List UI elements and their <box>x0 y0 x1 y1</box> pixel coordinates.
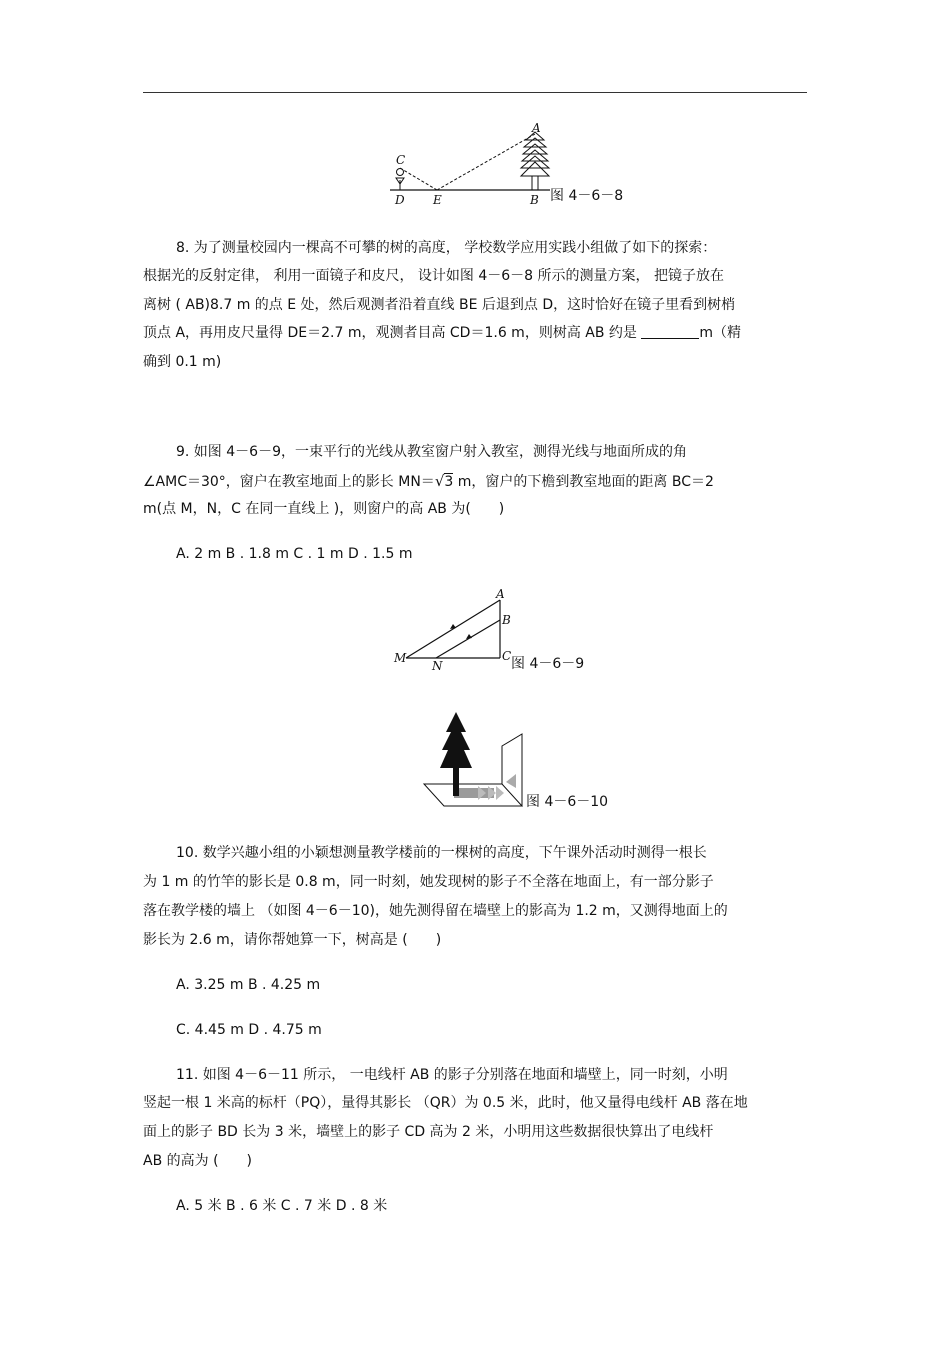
q9-line2-text: ∠AMC＝30°，窗户在教室地面上的影长 MN＝ <box>143 474 435 490</box>
q9-line3: m(点 M，N，C 在同一直线上 )，则窗户的高 AB 为( ) <box>143 501 505 517</box>
fig9-label-a: A <box>496 588 505 601</box>
figure-4-6-10 <box>420 710 532 810</box>
fig8-label-e: E <box>433 193 442 207</box>
figure-4-6-9 <box>392 588 517 670</box>
fig9-label-c: C <box>502 649 512 663</box>
fig9-label-n: N <box>432 659 443 670</box>
fig9-label-m: M <box>394 651 407 665</box>
fig8-label-c: C <box>396 153 406 167</box>
q8-line1: 8. 为了测量校园内一棵高不可攀的树的高度， 学校数学应用实践小组做了如下的探索： <box>176 240 717 256</box>
q8-line5: 确到 0.1 m) <box>143 354 222 370</box>
q10-options-b: C. 4.45 m D . 4.75 m <box>176 1022 322 1038</box>
header-rule <box>143 92 807 93</box>
figure-4-6-8 <box>385 122 555 210</box>
q11-line4: AB 的高为 ( ) <box>143 1153 253 1169</box>
q9-line2 <box>143 471 714 492</box>
q8-line4-unit: m（精 <box>699 325 741 341</box>
q10-line1: 10. 数学兴趣小组的小颖想测量教学楼前的一棵树的高度，下午课外活动时测得一根长 <box>176 845 707 861</box>
figure-4-6-10-caption: 图 4－6－10 <box>526 794 609 810</box>
q9-line1: 9. 如图 4－6－9，一束平行的光线从教室窗户射入教室，测得光线与地面所成的角 <box>176 444 687 460</box>
fig8-label-d: D <box>395 193 405 207</box>
figure-4-6-9-caption: 图 4－6－9 <box>511 656 585 672</box>
q9-options: A. 2 m B . 1.8 m C . 1 m D . 1.5 m <box>176 546 413 562</box>
q10-line4: 影长为 2.6 m，请你帮她算一下，树高是 ( ) <box>143 932 442 948</box>
fig8-label-b: B <box>530 193 539 207</box>
fig9-label-b: B <box>502 613 511 627</box>
q8-line3: 离树 ( AB)8.7 m 的点 E 处，然后观测者沿着直线 BE 后退到点 D，这时恰好在镜子里看到树梢 <box>143 297 736 313</box>
sqrt-symbol: √ <box>434 472 445 490</box>
q11-line1: 11. 如图 4－6－11 所示， 一电线杆 AB 的影子分别落在地面和墙壁上，同一时刻，小明 <box>176 1067 728 1083</box>
q8-line4-text: 顶点 A，再用皮尺量得 DE＝2.7 m，观测者目高 CD＝1.6 m，则树高 AB 约是 <box>143 325 642 341</box>
q9-line2-rest: m，窗户的下檐到教室地面的距离 BC＝2 <box>453 474 714 490</box>
q11-line2: 竖起一根 1 米高的标杆（PQ），量得其影长 （QR）为 0.5 米，此时，他又量得电线杆 AB 落在地 <box>143 1095 748 1111</box>
sqrt-radicand: 3 <box>444 474 454 490</box>
q8-line2: 根据光的反射定律， 利用一面镜子和皮尺， 设计如图 4－6－8 所示的测量方案， 把镜子放在 <box>143 268 724 284</box>
q11-options: A. 5 米 B . 6 米 C . 7 米 D . 8 米 <box>176 1198 388 1214</box>
q10-line3: 落在教学楼的墙上 （如图 4－6－10)，她先测得留在墙壁上的影高为 1.2 m，又测得地面上的 <box>143 903 728 919</box>
q8-answer-blank[interactable] <box>641 324 699 339</box>
q10-options-a: A. 3.25 m B . 4.25 m <box>176 977 321 993</box>
q8-line4 <box>143 323 741 343</box>
fig8-label-a: A <box>532 122 541 135</box>
q10-line2: 为 1 m 的竹竿的影长是 0.8 m，同一时刻，她发现树的影子不全落在地面上，有一部分影子 <box>143 874 714 890</box>
figure-4-6-8-caption: 图 4－6－8 <box>550 188 624 204</box>
q11-line3: 面上的影子 BD 长为 3 米，墙壁上的影子 CD 高为 2 米，小明用这些数据很快算出了电线杆 <box>143 1124 714 1140</box>
